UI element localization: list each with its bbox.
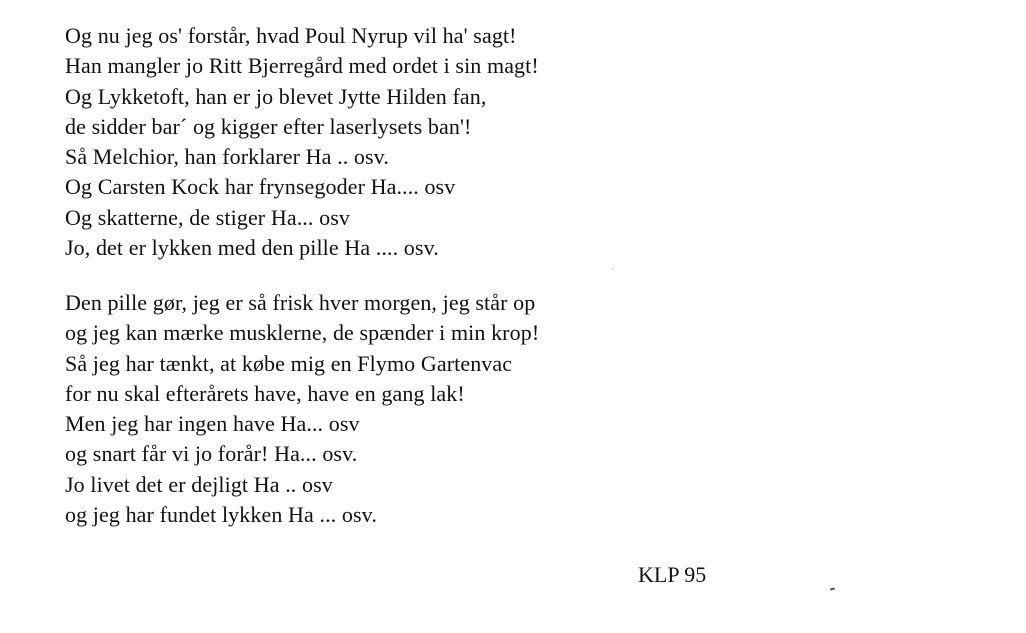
verse-line: og jeg har fundet lykken Ha ... osv. bbox=[65, 502, 377, 528]
verse-line: for nu skal efterårets have, have en gang lak! bbox=[65, 380, 465, 406]
verse-line: de sidder bar´ og kigger efter laserlysets ban'! bbox=[65, 113, 472, 139]
verse-line: Så jeg har tænkt, at købe mig en Flymo Gartenvac bbox=[65, 350, 513, 376]
verse-line: og snart får vi jo forår! Ha... osv. bbox=[65, 441, 358, 467]
scan-speck bbox=[830, 587, 835, 590]
stanza-2 bbox=[65, 288, 539, 530]
verse-line: Jo, det er lykken med den pille Ha .... osv. bbox=[65, 235, 439, 261]
verse-line: og jeg kan mærke musklerne, de spænder i min krop! bbox=[65, 320, 540, 346]
stanza-1 bbox=[65, 21, 539, 263]
verse-line: Så Melchior, han forklarer Ha .. osv. bbox=[65, 144, 389, 170]
scan-speck bbox=[612, 268, 614, 270]
verse-line: Og Carsten Kock har frynsegoder Ha.... osv bbox=[65, 174, 456, 200]
verse-line: Han mangler jo Ritt Bjerregård med ordet i sin magt! bbox=[65, 53, 539, 79]
verse-line: Men jeg har ingen have Ha... osv bbox=[65, 411, 360, 437]
signature: KLP 95 bbox=[638, 562, 707, 587]
verse-line: Den pille gør, jeg er så frisk hver morgen, jeg står op bbox=[65, 290, 536, 315]
verse-line: Jo livet det er dejligt Ha .. osv bbox=[65, 471, 333, 497]
verse-line: Og Lykketoft, han er jo blevet Jytte Hilden fan, bbox=[65, 83, 487, 109]
verse-line: Og skatterne, de stiger Ha... osv bbox=[65, 204, 350, 230]
verse-line: Og nu jeg os' forstår, hvad Poul Nyrup vil ha' sagt! bbox=[65, 23, 517, 48]
